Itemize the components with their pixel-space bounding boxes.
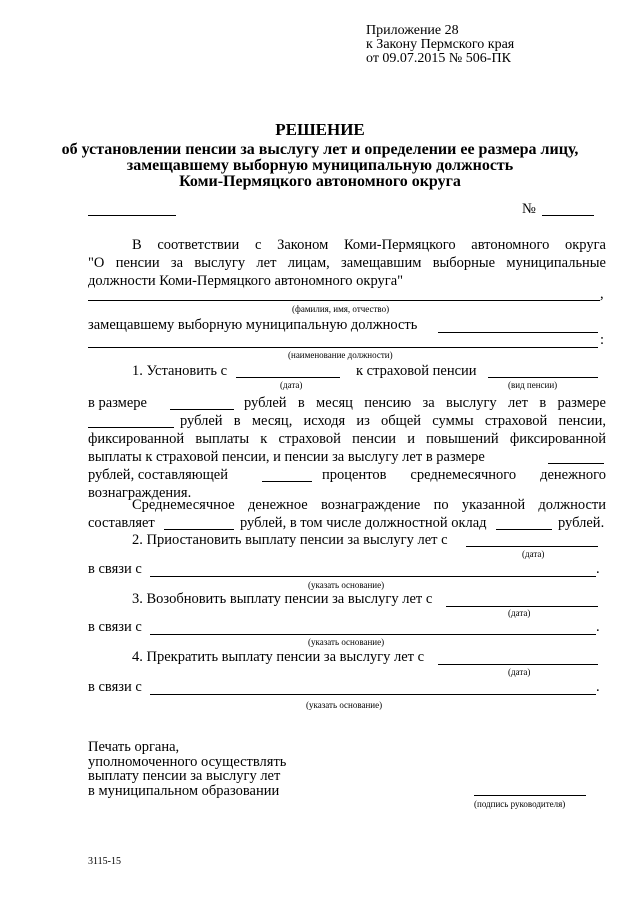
item4-reason-blank — [150, 694, 596, 695]
item1-date-blank — [236, 377, 340, 378]
stamp-line-3: выплату пенсии за выслугу лет — [88, 768, 281, 784]
position-colon: : — [600, 332, 605, 348]
item3-reason-caption: (указать основание) — [308, 637, 385, 647]
item3-text: 3. Возобновить выплату пенсии за выслугу лет с — [132, 591, 433, 607]
signature-caption: (подпись руководителя) — [474, 799, 566, 809]
item1-type-blank — [488, 377, 598, 378]
item2-reason-label: в связи с — [88, 561, 142, 577]
item2-text: 2. Приостановить выплату пенсии за выслугу лет с — [132, 532, 448, 548]
appendix-law: к Закону Пермского края — [366, 37, 515, 52]
item4-reason-label: в связи с — [88, 679, 142, 695]
position-label: замещавшему выборную муниципальную должность — [88, 317, 418, 333]
intro-line-3: должности Коми-Пермяцкого автономного округа" — [88, 273, 404, 289]
item2-reason-blank — [150, 576, 596, 577]
stamp-line-4: в муниципальном образовании — [88, 782, 280, 799]
item3-reason-label: в связи с — [88, 619, 142, 635]
fio-blank — [88, 300, 600, 301]
signature-blank — [474, 795, 586, 796]
position-blank-1 — [438, 332, 598, 333]
footer-code: 3115-15 — [88, 856, 121, 867]
title-line-1: об установлении пенсии за выслугу лет и определении ее размера лицу, — [61, 141, 579, 158]
item1-date-caption: (дата) — [280, 380, 303, 390]
salary-oklad-blank — [496, 529, 552, 530]
stamp-line-1: Печать органа, — [88, 739, 180, 755]
fio-comma: , — [600, 286, 604, 302]
item4-text: 4. Прекратить выплату пенсии за выслугу лет с — [132, 649, 425, 665]
position-caption: (наименование должности) — [288, 350, 393, 360]
item1-total-blank — [548, 463, 604, 464]
stamp-line-2: уполномоченного осуществлять — [88, 753, 287, 770]
item1-l6b: процентов среднемесячного денежного — [322, 467, 606, 483]
document-title: РЕШЕНИЕ — [275, 120, 365, 139]
appendix-date: от 09.07.2015 № 506-ПК — [366, 51, 511, 66]
salary-avg-blank — [164, 529, 234, 530]
item2-date-blank — [466, 546, 598, 547]
item3-period: . — [596, 619, 600, 635]
item1-type-caption: (вид пенсии) — [508, 380, 558, 390]
item1-l6a: рублей, составляющей — [88, 467, 229, 483]
item1-mid: к страховой пенсии — [356, 363, 477, 379]
position-blank-2 — [88, 347, 598, 348]
appendix-header — [366, 24, 514, 66]
item4-date-caption: (дата) — [508, 667, 531, 677]
item1-l2b: рублей в месяц пенсию за выслугу лет в размере — [244, 395, 606, 411]
number-sign: № — [522, 201, 536, 217]
item4-period: . — [596, 679, 600, 695]
item1-l4: фиксированной выплаты к страховой пенсии и повышений фиксированной — [88, 431, 606, 447]
item1-start: 1. Установить с — [132, 363, 228, 379]
title-line-2: замещавшему выборную муниципальную должность — [126, 157, 514, 174]
item3-date-blank — [446, 606, 598, 607]
salary-l2a: составляет — [88, 515, 155, 531]
item2-reason-caption: (указать основание) — [308, 580, 385, 590]
date-blank — [88, 215, 176, 216]
salary-l1: Среднемесячное денежное вознаграждение по указанной должности — [132, 497, 606, 513]
intro-line-2: "О пенсии за выслугу лет лицам, замещавшим выборные муниципальные — [88, 255, 606, 271]
item2-date-caption: (дата) — [522, 549, 545, 559]
intro-line-1: В соответствии с Законом Коми-Пермяцкого автономного округа — [132, 237, 606, 253]
item1-l3: рублей в месяц, исходя из общей суммы страховой пенсии, — [180, 413, 606, 429]
salary-l2c: рублей. — [558, 515, 605, 531]
item4-date-blank — [438, 664, 598, 665]
item1-l2a: в размере — [88, 395, 147, 411]
appendix-number: Приложение 28 — [366, 23, 459, 38]
item2-period: . — [596, 561, 600, 577]
fio-caption: (фамилия, имя, отчество) — [292, 304, 390, 314]
item3-reason-blank — [150, 634, 596, 635]
stamp-block — [88, 740, 286, 798]
item1-pension-blank — [88, 427, 174, 428]
item1-amount-blank — [170, 409, 234, 410]
number-blank — [542, 215, 594, 216]
title-line-3: Коми-Пермяцкого автономного округа — [179, 173, 461, 190]
item1-l7: вознаграждения. — [88, 485, 192, 501]
item4-reason-caption: (указать основание) — [306, 700, 383, 710]
item1-l5: выплаты к страховой пенсии, и пенсии за выслугу лет в размере — [88, 449, 485, 465]
item3-date-caption: (дата) — [508, 608, 531, 618]
item1-percent-blank — [262, 481, 312, 482]
salary-l2b: рублей, в том числе должностной оклад — [240, 515, 487, 531]
